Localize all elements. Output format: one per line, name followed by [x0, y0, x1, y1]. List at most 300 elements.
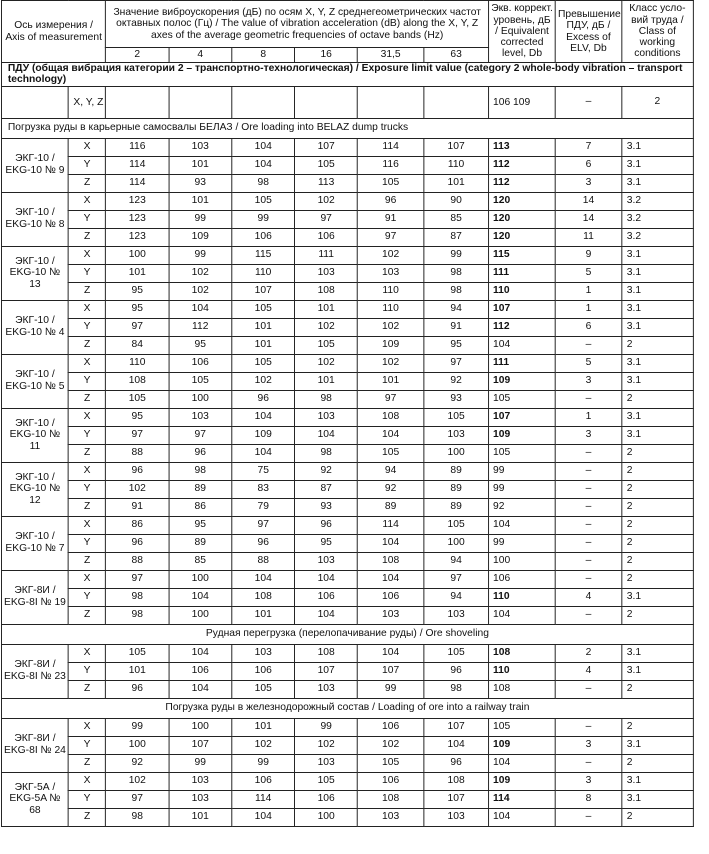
value-cell: 102: [295, 318, 358, 336]
table-row: [1, 372, 693, 390]
value-cell: 103: [295, 408, 358, 426]
value-cell: 101: [424, 174, 489, 192]
excess-value: 14: [555, 192, 621, 210]
class-value: 2: [621, 390, 693, 408]
excess-value: 1: [555, 408, 621, 426]
equivalent-level: 109: [489, 426, 556, 444]
value-cell: 96: [295, 516, 358, 534]
excess-value: –: [555, 606, 621, 624]
value-cell: 89: [424, 498, 489, 516]
value-cell: 97: [424, 570, 489, 588]
axis-label: X: [68, 408, 105, 426]
equivalent-level: 109: [489, 372, 556, 390]
value-cell: 96: [169, 444, 232, 462]
freq-header: 2: [106, 48, 169, 63]
table-row: [1, 354, 693, 372]
value-cell: 110: [106, 354, 169, 372]
table-row: [1, 754, 693, 772]
limit-blank-cell: [424, 86, 489, 118]
value-cell: 107: [358, 662, 424, 680]
value-cell: 105: [358, 444, 424, 462]
axis-label: Y: [68, 156, 105, 174]
value-cell: 101: [106, 662, 169, 680]
limit-axes: X, Y, Z: [68, 86, 105, 118]
value-cell: 105: [232, 192, 295, 210]
machine-name: ЭКГ-8И / EKG-8I № 19: [1, 570, 68, 624]
value-cell: 96: [106, 534, 169, 552]
table-row: [1, 480, 693, 498]
value-cell: 86: [106, 516, 169, 534]
value-cell: 101: [169, 156, 232, 174]
excess-value: 7: [555, 138, 621, 156]
value-cell: 110: [424, 156, 489, 174]
axis-label: X: [68, 772, 105, 790]
excess-value: 5: [555, 264, 621, 282]
equivalent-level: 104: [489, 516, 556, 534]
value-cell: 112: [169, 318, 232, 336]
value-cell: 98: [106, 588, 169, 606]
machine-name: ЭКГ-10 / EKG-10 № 13: [1, 246, 68, 300]
value-cell: 88: [232, 552, 295, 570]
class-value: 3.2: [621, 192, 693, 210]
class-value: 2: [621, 534, 693, 552]
value-cell: 104: [232, 408, 295, 426]
excess-value: 2: [555, 644, 621, 662]
equivalent-level: 99: [489, 534, 556, 552]
limit-blank-cell: [106, 86, 169, 118]
value-cell: 104: [232, 138, 295, 156]
class-value: 3.1: [621, 282, 693, 300]
excess-value: –: [555, 390, 621, 408]
value-cell: 101: [295, 372, 358, 390]
value-cell: 102: [358, 318, 424, 336]
table-row: [1, 662, 693, 680]
value-cell: 102: [232, 372, 295, 390]
axis-label: Y: [68, 264, 105, 282]
excess-value: –: [555, 444, 621, 462]
axis-label: X: [68, 354, 105, 372]
table-row: [1, 772, 693, 790]
axis-label: Z: [68, 808, 105, 826]
value-cell: 106: [295, 228, 358, 246]
value-cell: 100: [169, 606, 232, 624]
value-cell: 102: [295, 354, 358, 372]
excess-value: 5: [555, 354, 621, 372]
value-cell: 100: [169, 718, 232, 736]
value-cell: 105: [106, 390, 169, 408]
class-value: 3.1: [621, 772, 693, 790]
value-cell: 91: [106, 498, 169, 516]
value-cell: 91: [358, 210, 424, 228]
excess-value: 6: [555, 318, 621, 336]
limit-row: [1, 86, 693, 118]
value-cell: 92: [106, 754, 169, 772]
value-cell: 98: [424, 264, 489, 282]
value-cell: 95: [169, 516, 232, 534]
axis-label: X: [68, 300, 105, 318]
equivalent-level: 112: [489, 174, 556, 192]
value-cell: 107: [424, 138, 489, 156]
value-cell: 88: [106, 444, 169, 462]
value-cell: 101: [169, 808, 232, 826]
value-cell: 94: [424, 300, 489, 318]
value-cell: 98: [106, 606, 169, 624]
axis-label: Y: [68, 372, 105, 390]
value-cell: 98: [106, 808, 169, 826]
class-value: 3.1: [621, 644, 693, 662]
axis-label: Y: [68, 790, 105, 808]
class-value: 2: [621, 570, 693, 588]
class-value: 3.1: [621, 174, 693, 192]
axis-label: Y: [68, 588, 105, 606]
equivalent-level: 109: [489, 772, 556, 790]
class-value: 3.2: [621, 228, 693, 246]
value-cell: 114: [106, 156, 169, 174]
value-cell: 104: [295, 606, 358, 624]
value-cell: 105: [295, 772, 358, 790]
class-value: 3.1: [621, 354, 693, 372]
class-value: 3.1: [621, 156, 693, 174]
value-cell: 102: [295, 192, 358, 210]
value-cell: 123: [106, 228, 169, 246]
value-cell: 90: [424, 192, 489, 210]
value-cell: 107: [232, 282, 295, 300]
excess-value: 3: [555, 174, 621, 192]
value-cell: 84: [106, 336, 169, 354]
value-cell: 106: [232, 662, 295, 680]
machine-name: ЭКГ-10 / EKG-10 № 5: [1, 354, 68, 408]
excess-value: 4: [555, 662, 621, 680]
equivalent-level: 113: [489, 138, 556, 156]
value-cell: 104: [424, 736, 489, 754]
equivalent-level: 99: [489, 462, 556, 480]
value-cell: 100: [424, 534, 489, 552]
value-cell: 83: [232, 480, 295, 498]
limit-eq: 106 109: [489, 86, 556, 118]
value-cell: 100: [169, 390, 232, 408]
value-cell: 95: [106, 282, 169, 300]
value-cell: 104: [295, 570, 358, 588]
class-value: 3.1: [621, 138, 693, 156]
value-cell: 123: [106, 210, 169, 228]
axis-label: Z: [68, 174, 105, 192]
axis-label: Z: [68, 228, 105, 246]
value-cell: 104: [232, 808, 295, 826]
equivalent-level: 107: [489, 300, 556, 318]
limit-blank-cell: [295, 86, 358, 118]
value-cell: 102: [358, 354, 424, 372]
class-value: 3.1: [621, 736, 693, 754]
value-cell: 108: [358, 408, 424, 426]
class-value: 2: [621, 552, 693, 570]
value-cell: 89: [424, 462, 489, 480]
value-cell: 103: [169, 138, 232, 156]
excess-value: 1: [555, 282, 621, 300]
equivalent-level: 120: [489, 228, 556, 246]
value-cell: 100: [424, 444, 489, 462]
value-cell: 75: [232, 462, 295, 480]
value-cell: 100: [295, 808, 358, 826]
value-cell: 94: [424, 588, 489, 606]
value-cell: 101: [232, 318, 295, 336]
value-cell: 104: [169, 588, 232, 606]
value-cell: 102: [358, 246, 424, 264]
equivalent-level: 92: [489, 498, 556, 516]
value-cell: 99: [169, 246, 232, 264]
value-cell: 104: [358, 644, 424, 662]
value-cell: 110: [358, 300, 424, 318]
axis-label: Z: [68, 606, 105, 624]
table-row: [1, 498, 693, 516]
value-cell: 95: [424, 336, 489, 354]
value-cell: 100: [106, 246, 169, 264]
value-cell: 106: [358, 718, 424, 736]
value-cell: 95: [106, 408, 169, 426]
value-cell: 105: [295, 156, 358, 174]
value-cell: 95: [106, 300, 169, 318]
value-cell: 101: [295, 300, 358, 318]
excess-value: –: [555, 534, 621, 552]
axis-label: Y: [68, 426, 105, 444]
section-title: ПДУ (общая вибрация категории 2 – транспортно-технологическая) / Exposure limit value (category 2 whole-body vibration – transport technology): [1, 63, 693, 87]
machine-name: ЭКГ-8И / EKG-8I № 24: [1, 718, 68, 772]
value-cell: 103: [169, 772, 232, 790]
class-value: 3.1: [621, 662, 693, 680]
value-cell: 103: [424, 808, 489, 826]
value-cell: 110: [232, 264, 295, 282]
class-value: 2: [621, 336, 693, 354]
table-row: [1, 680, 693, 698]
freq-header: 31,5: [358, 48, 424, 63]
value-cell: 96: [424, 662, 489, 680]
machine-name: ЭКГ-10 / EKG-10 № 9: [1, 138, 68, 192]
value-cell: 97: [232, 516, 295, 534]
value-cell: 97: [106, 570, 169, 588]
value-cell: 108: [358, 552, 424, 570]
excess-value: –: [555, 336, 621, 354]
equivalent-level: 105: [489, 444, 556, 462]
class-value: 3.1: [621, 264, 693, 282]
value-cell: 108: [358, 790, 424, 808]
value-cell: 107: [424, 718, 489, 736]
value-cell: 109: [169, 228, 232, 246]
class-value: 3.1: [621, 426, 693, 444]
table-row: [1, 300, 693, 318]
value-cell: 97: [358, 228, 424, 246]
value-cell: 99: [295, 718, 358, 736]
axis-label: Z: [68, 282, 105, 300]
value-cell: 98: [424, 282, 489, 300]
excess-value: 3: [555, 372, 621, 390]
section-row: [1, 63, 693, 87]
value-cell: 102: [169, 282, 232, 300]
class-value: 3.1: [621, 372, 693, 390]
axis-label: Z: [68, 498, 105, 516]
excess-value: 4: [555, 588, 621, 606]
section-row: [1, 624, 693, 644]
equivalent-level: 100: [489, 552, 556, 570]
value-cell: 104: [358, 534, 424, 552]
limit-excess: –: [555, 86, 621, 118]
class-value: 2: [621, 498, 693, 516]
value-cell: 94: [358, 462, 424, 480]
value-cell: 114: [106, 174, 169, 192]
axis-label: X: [68, 570, 105, 588]
value-cell: 106: [232, 228, 295, 246]
value-cell: 105: [424, 644, 489, 662]
value-cell: 108: [106, 372, 169, 390]
table-row: [1, 156, 693, 174]
table-row: [1, 736, 693, 754]
excess-value: 8: [555, 790, 621, 808]
value-cell: 107: [169, 736, 232, 754]
class-value: 2: [621, 480, 693, 498]
axis-label: Z: [68, 552, 105, 570]
value-cell: 85: [169, 552, 232, 570]
value-cell: 104: [232, 444, 295, 462]
value-cell: 103: [424, 426, 489, 444]
value-cell: 99: [169, 754, 232, 772]
value-cell: 104: [232, 156, 295, 174]
table-row: [1, 644, 693, 662]
table-row: [1, 718, 693, 736]
value-cell: 104: [232, 570, 295, 588]
value-cell: 99: [169, 210, 232, 228]
class-value: 3.1: [621, 588, 693, 606]
equivalent-level: 110: [489, 662, 556, 680]
excess-value: 11: [555, 228, 621, 246]
class-value: 3.1: [621, 246, 693, 264]
table-row: [1, 246, 693, 264]
machine-name: ЭКГ-10 / EKG-10 № 12: [1, 462, 68, 516]
equivalent-level: 120: [489, 192, 556, 210]
axis-label: X: [68, 246, 105, 264]
value-cell: 97: [358, 390, 424, 408]
limit-blank: [1, 86, 68, 118]
table-row: [1, 408, 693, 426]
value-cell: 95: [295, 534, 358, 552]
machine-name: ЭКГ-5А / EKG-5A № 68: [1, 772, 68, 826]
value-cell: 87: [295, 480, 358, 498]
table-row: [1, 138, 693, 156]
value-cell: 98: [295, 390, 358, 408]
header-equivalent-level: Экв. коррект. уровень, дБ / Equivalent corrected level, Db: [489, 1, 556, 63]
header-vibration: Значение виброускорения (дБ) по осям X, Y, Z среднегеометрических частот октавных полос (Гц) / The value of vibration acceleration (dB) along the X, Y, Z axes of the average geometric frequencies of octave bands (Hz): [106, 1, 489, 48]
value-cell: 104: [295, 426, 358, 444]
class-value: 2: [621, 808, 693, 826]
axis-label: Y: [68, 736, 105, 754]
table-row: [1, 264, 693, 282]
value-cell: 109: [358, 336, 424, 354]
axis-label: Z: [68, 336, 105, 354]
machine-name: ЭКГ-10 / EKG-10 № 7: [1, 516, 68, 570]
machine-name: ЭКГ-10 / EKG-10 № 11: [1, 408, 68, 462]
table-row: [1, 282, 693, 300]
equivalent-level: 120: [489, 210, 556, 228]
value-cell: 95: [169, 336, 232, 354]
limit-class: 2: [621, 86, 693, 118]
table-row: [1, 174, 693, 192]
value-cell: 91: [424, 318, 489, 336]
value-cell: 103: [358, 264, 424, 282]
value-cell: 106: [169, 662, 232, 680]
excess-value: 1: [555, 300, 621, 318]
value-cell: 103: [169, 790, 232, 808]
value-cell: 107: [295, 138, 358, 156]
value-cell: 94: [424, 552, 489, 570]
value-cell: 93: [424, 390, 489, 408]
equivalent-level: 115: [489, 246, 556, 264]
value-cell: 104: [358, 426, 424, 444]
equivalent-level: 112: [489, 318, 556, 336]
table-row: [1, 790, 693, 808]
excess-value: 3: [555, 426, 621, 444]
value-cell: 92: [358, 480, 424, 498]
value-cell: 101: [232, 718, 295, 736]
value-cell: 114: [358, 516, 424, 534]
value-cell: 103: [232, 644, 295, 662]
value-cell: 114: [358, 138, 424, 156]
axis-label: Z: [68, 390, 105, 408]
value-cell: 79: [232, 498, 295, 516]
section-row: [1, 118, 693, 138]
equivalent-level: 112: [489, 156, 556, 174]
value-cell: 110: [358, 282, 424, 300]
value-cell: 114: [232, 790, 295, 808]
table-row: [1, 516, 693, 534]
header-class: Класс усло-вий труда / Class of working conditions: [621, 1, 693, 63]
value-cell: 96: [106, 462, 169, 480]
axis-label: Y: [68, 210, 105, 228]
value-cell: 102: [169, 264, 232, 282]
vibration-table: [1, 0, 694, 827]
value-cell: 97: [106, 426, 169, 444]
value-cell: 85: [424, 210, 489, 228]
equivalent-level: 107: [489, 408, 556, 426]
value-cell: 105: [295, 336, 358, 354]
value-cell: 106: [358, 588, 424, 606]
machine-name: ЭКГ-10 / EKG-10 № 8: [1, 192, 68, 246]
axis-label: X: [68, 138, 105, 156]
value-cell: 97: [106, 318, 169, 336]
equivalent-level: 105: [489, 718, 556, 736]
value-cell: 104: [169, 300, 232, 318]
excess-value: –: [555, 754, 621, 772]
value-cell: 105: [358, 174, 424, 192]
value-cell: 99: [232, 210, 295, 228]
limit-blank-cell: [232, 86, 295, 118]
value-cell: 102: [358, 736, 424, 754]
axis-label: Y: [68, 534, 105, 552]
table-row: [1, 336, 693, 354]
value-cell: 106: [232, 772, 295, 790]
value-cell: 101: [106, 264, 169, 282]
axis-label: Y: [68, 480, 105, 498]
value-cell: 98: [232, 174, 295, 192]
table-row: [1, 192, 693, 210]
class-value: 3.1: [621, 318, 693, 336]
value-cell: 103: [169, 408, 232, 426]
class-value: 3.1: [621, 300, 693, 318]
equivalent-level: 99: [489, 480, 556, 498]
value-cell: 101: [232, 606, 295, 624]
value-cell: 89: [358, 498, 424, 516]
excess-value: –: [555, 462, 621, 480]
table-row: [1, 228, 693, 246]
value-cell: 105: [106, 644, 169, 662]
value-cell: 98: [424, 680, 489, 698]
section-title: Погрузка руды в карьерные самосвалы БЕЛАЗ / Ore loading into BELAZ dump trucks: [1, 118, 693, 138]
